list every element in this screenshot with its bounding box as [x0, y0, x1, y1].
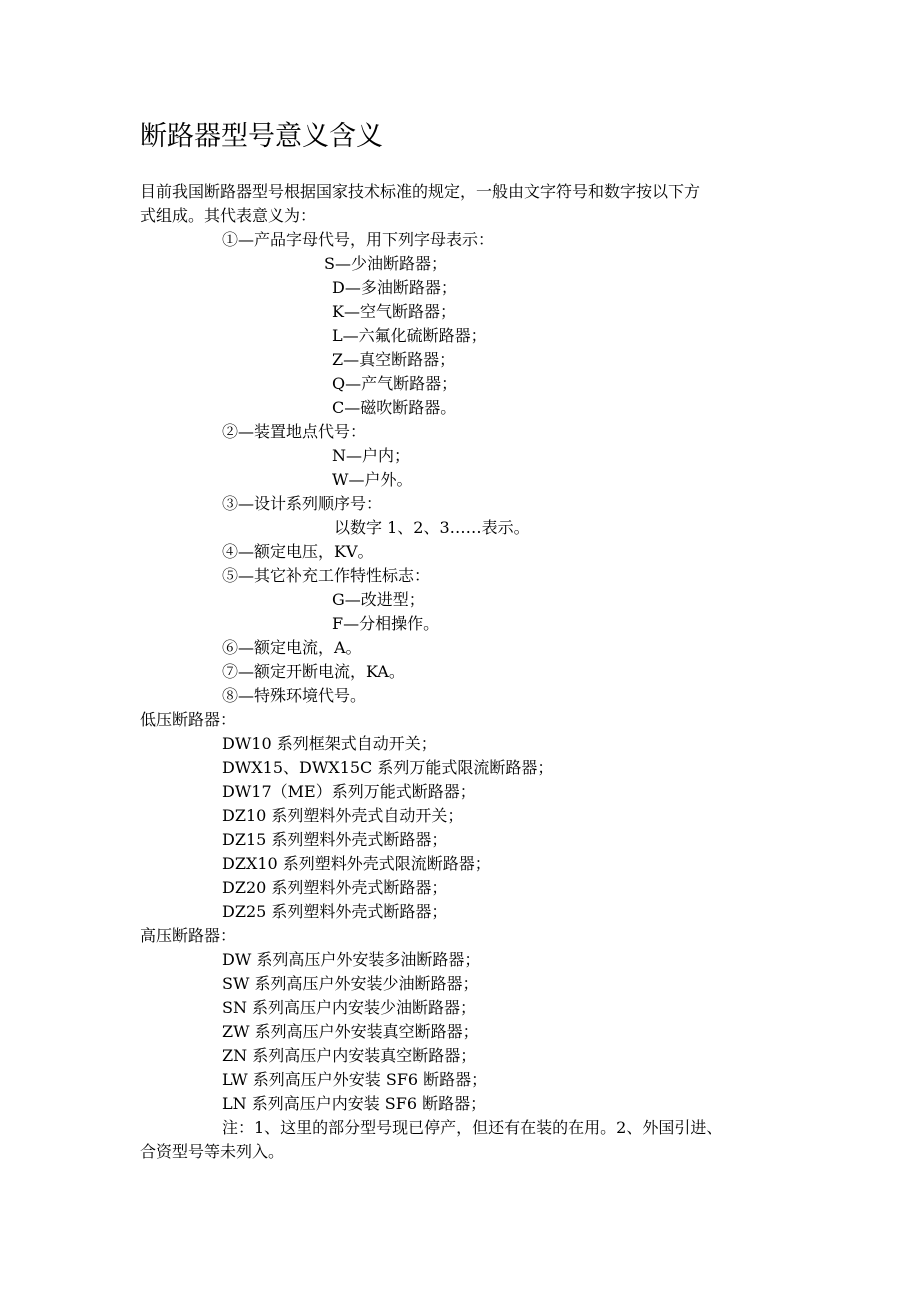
low-voltage-entry: DWX15、DWX15C 系列万能式限流断路器； [222, 758, 554, 777]
low-voltage-entry: DZ20 系列塑料外壳式断路器； [222, 878, 448, 897]
high-voltage-entry: SN 系列高压户内安装少油断路器； [222, 998, 477, 1017]
item-1-entry: C—磁吹断路器。 [332, 398, 457, 417]
item-1-entry: Q—产气断路器； [332, 374, 458, 393]
item-7-heading: ⑦—额定开断电流，KA。 [222, 662, 405, 681]
item-2-entry: W—户外。 [332, 470, 413, 489]
high-voltage-entry: LN 系列高压户内安装 SF6 断路器； [222, 1094, 487, 1113]
item-1-entry: D—多油断路器； [332, 278, 457, 297]
item-6-heading: ⑥—额定电流，A。 [222, 638, 362, 657]
item-5-heading: ⑤—其它补充工作特性标志： [222, 566, 431, 585]
low-voltage-entry: DZ15 系列塑料外壳式断路器； [222, 830, 448, 849]
item-5-entry: F—分相操作。 [332, 614, 440, 633]
low-voltage-heading: 低压断路器： [140, 710, 237, 729]
item-3-entry: 以数字 1、2、3……表示。 [334, 518, 530, 537]
low-voltage-entry: DZX10 系列塑料外壳式限流断路器； [222, 854, 491, 873]
high-voltage-entry: LW 系列高压户外安装 SF6 断路器； [222, 1070, 488, 1089]
note-line-1: 注：1、这里的部分型号现已停产，但还有在装的在用。2、外国引进、 [222, 1118, 723, 1137]
high-voltage-entry: SW 系列高压户外安装少油断路器； [222, 974, 479, 993]
page-title: 断路器型号意义含义 [140, 121, 383, 152]
item-1-entry: Z—真空断路器； [332, 350, 456, 369]
note-line-2: 合资型号等未列入。 [140, 1142, 285, 1161]
item-8-heading: ⑧—特殊环境代号。 [222, 686, 367, 705]
item-3-heading: ③—设计系列顺序号： [222, 494, 383, 513]
item-1-entry: L—六氟化硫断路器； [332, 326, 487, 345]
item-5-entry: G—改进型； [332, 590, 425, 609]
low-voltage-entry: DW10 系列框架式自动开关； [222, 734, 437, 753]
item-1-heading: ①—产品字母代号，用下列字母表示： [222, 230, 495, 249]
low-voltage-entry: DW17（ME）系列万能式断路器； [222, 782, 476, 801]
intro-line-2: 式组成。其代表意义为： [140, 206, 317, 225]
low-voltage-entry: DZ10 系列塑料外壳式自动开关； [222, 806, 464, 825]
item-1-entry: S—少油断路器； [324, 254, 447, 273]
item-2-entry: N—户内； [332, 446, 411, 465]
item-2-heading: ②—装置地点代号： [222, 422, 367, 441]
high-voltage-entry: ZN 系列高压户内安装真空断路器； [222, 1046, 477, 1065]
item-1-entry: K—空气断路器； [332, 302, 456, 321]
high-voltage-heading: 高压断路器： [140, 926, 237, 945]
high-voltage-entry: DW 系列高压户外安装多油断路器； [222, 950, 481, 969]
intro-line-1: 目前我国断路器型号根据国家技术标准的规定，一般由文字符号和数字按以下方 [140, 182, 701, 201]
high-voltage-entry: ZW 系列高压户外安装真空断路器； [222, 1022, 479, 1041]
item-4-heading: ④—额定电压，KV。 [222, 542, 374, 561]
low-voltage-entry: DZ25 系列塑料外壳式断路器； [222, 902, 448, 921]
